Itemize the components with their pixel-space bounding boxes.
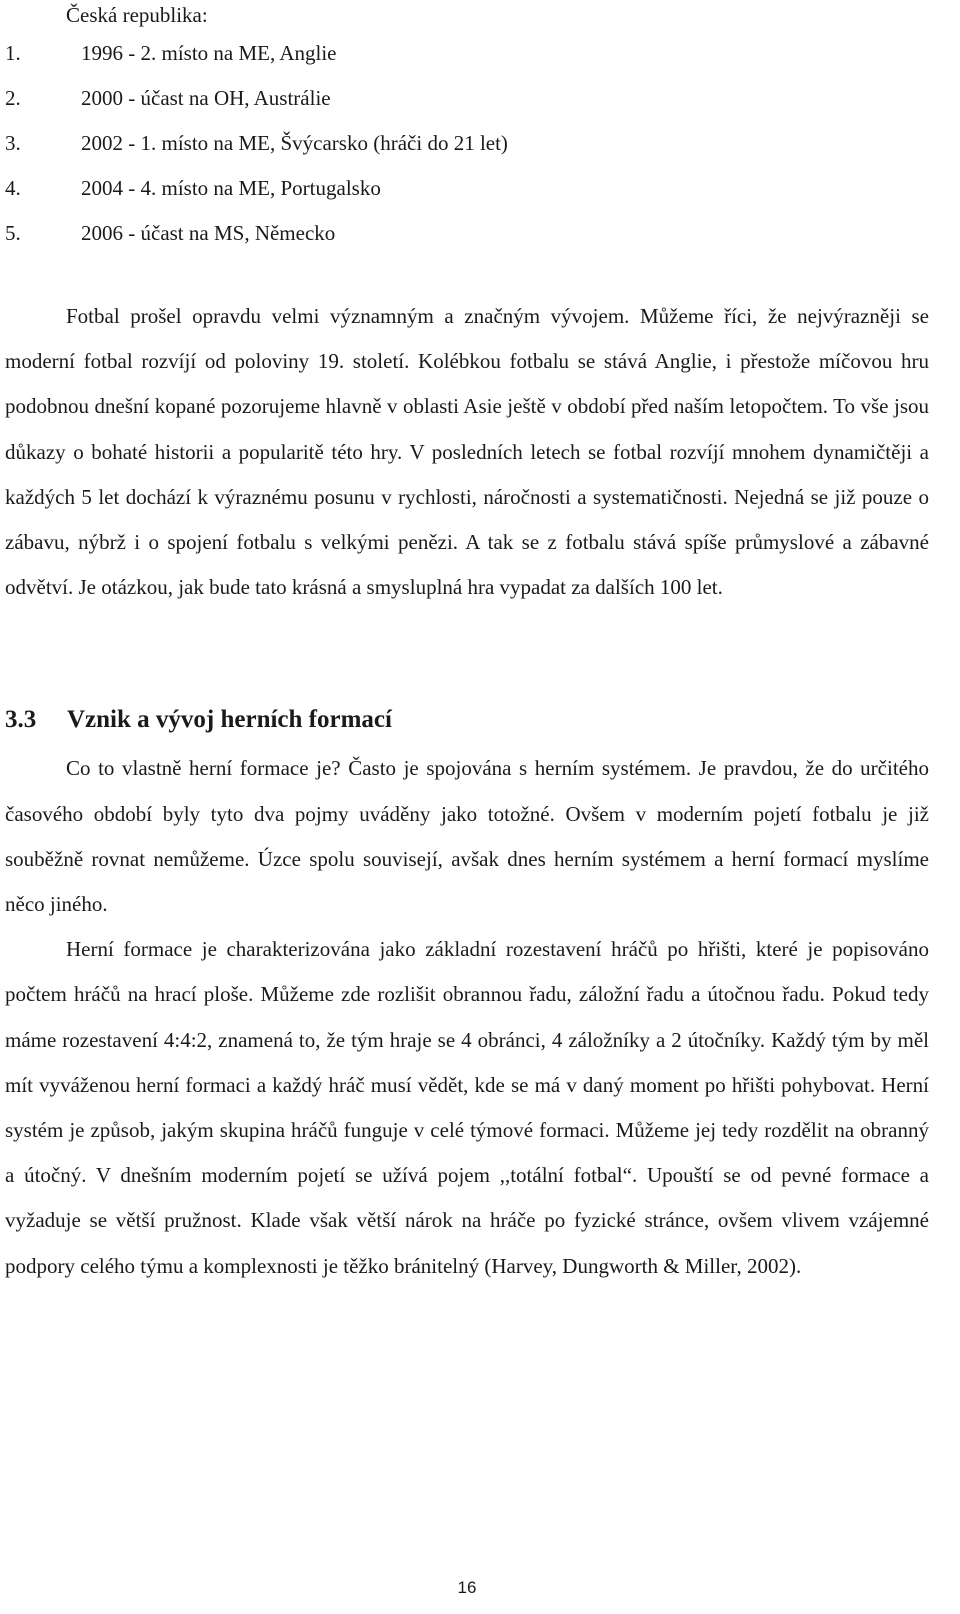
- list-item-text: 2002 - 1. místo na ME, Švýcarsko (hráči do 21 let): [81, 131, 508, 155]
- list-item: [5, 31, 929, 76]
- paragraph-history: Fotbal prošel opravdu velmi významným a značným vývojem. Můžeme říci, že nejvýrazněji se moderní fotbal rozvíjí od poloviny 19. století. Kolébkou fotbalu se stává Anglie, i přestože míčovou hru podobnou dnešní kopané pozorujeme hlavně v oblasti Asie ještě v období před naším letopočtem. To vše jsou důkazy o bohaté historii a popularitě této hry. V posledních letech se fotbal rozvíjí mnohem dynamičtěji a každých 5 let dochází k výraznému posunu v rychlosti, náročnosti a systematičnosti. Nejedná se již pouze o zábavu, nýbrž i o spojení fotbalu s velkými penězi. A tak se z fotbalu stává spíše průmyslové a zábavné odvětví. Je otázkou, jak bude tato krásná a smysluplná hra vypadat za dalších 100 let.: [5, 304, 929, 600]
- list-item-number: 2.: [5, 86, 21, 110]
- section-number: 3.3: [5, 706, 37, 734]
- list-item: [5, 166, 929, 211]
- page-content: [5, 0, 929, 1289]
- list-item-text: 2000 - účast na OH, Austrálie: [81, 86, 331, 110]
- spacer: [5, 256, 929, 294]
- section-title: Vznik a vývoj herních formací: [67, 706, 392, 734]
- paragraph-formation-intro: Co to vlastně herní formace je? Často je spojována s herním systémem. Je pravdou, že do určitého časového období byly tyto dva pojmy uváděny jako totožné. Ovšem v moderním pojetí fotbalu je již souběžně rovnat nemůžeme. Úzce spolu souvisejí, avšak dnes herním systémem a herní formací myslíme něco jiného.: [5, 756, 929, 917]
- list-item-number: 3.: [5, 131, 21, 155]
- list-item-number: 4.: [5, 176, 21, 200]
- list-item: [5, 121, 929, 166]
- list-item: [5, 76, 929, 121]
- page-number: 16: [457, 1578, 477, 1597]
- section-heading: [5, 700, 929, 740]
- country-label: Česká republika:: [66, 3, 208, 27]
- list-item-number: 1.: [5, 41, 21, 65]
- spacer: [5, 610, 929, 700]
- list-item-text: 1996 - 2. místo na ME, Anglie: [81, 41, 337, 65]
- list-item-text: 2006 - účast na MS, Německo: [81, 221, 336, 245]
- list-item-number: 5.: [5, 221, 21, 245]
- list-item: [5, 211, 929, 256]
- list-item-text: 2004 - 4. místo na ME, Portugalsko: [81, 176, 381, 200]
- results-list: [5, 31, 929, 256]
- paragraph-formation-definition: Herní formace je charakterizována jako základní rozestavení hráčů po hřišti, které je popisováno počtem hráčů na hrací ploše. Můžeme zde rozlišit obrannou řadu, záložní řadu a útočnou řadu. Pokud tedy máme rozestavení 4:4:2, znamená to, že tým hraje se 4 obránci, 4 záložníky a 2 útočníky. Každý tým by měl mít vyváženou herní formaci a každý hráč musí vědět, kde se má v daný moment po hřišti pohybovat. Herní systém je způsob, jakým skupina hráčů funguje v celé týmové formaci. Můžeme jej tedy rozdělit na obranný a útočný. V dnešním moderním pojetí se užívá pojem ,,totální fotbal“. Upouští se od pevné formace a vyžaduje se větší pružnost. Klade však větší nárok na hráče po fyzické stránce, ovšem vlivem vzájemné podpory celého týmu a komplexnosti je těžko bránitelný (Harvey, Dungworth & Miller, 2002).: [5, 937, 929, 1278]
